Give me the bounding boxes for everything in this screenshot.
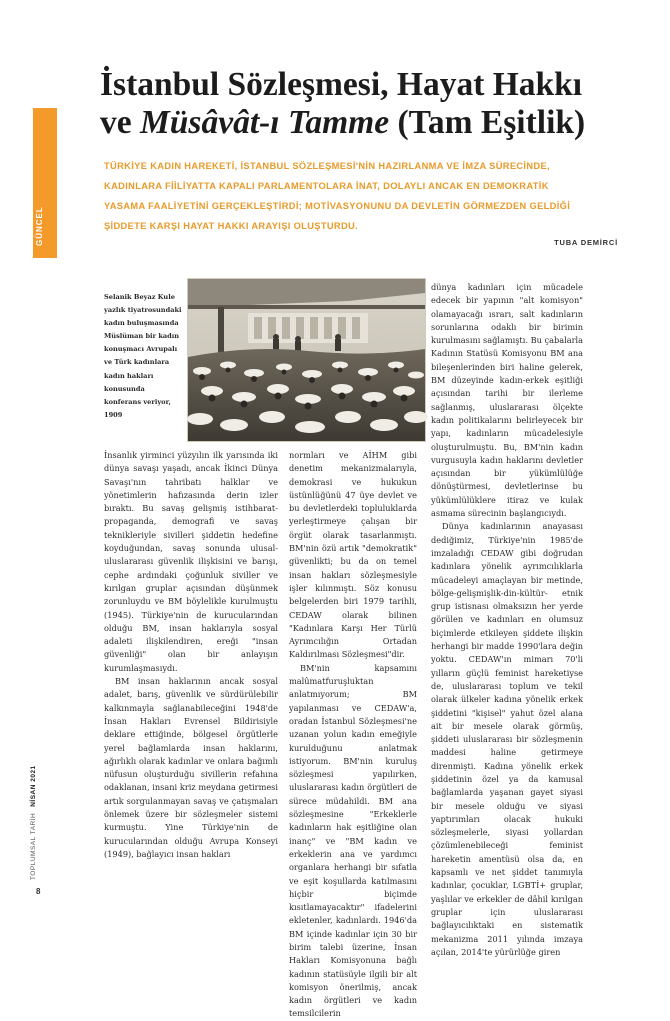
footer-magazine-issue bbox=[30, 765, 37, 880]
section-label: GÜNCEL bbox=[35, 206, 44, 246]
paragraph: BM insan haklarının ancak sosyal adalet, barış, güvenlik ve sürdürülebilir kalkınmayla sağlanabileceğini 1948'de İnsan Hakları Evrensel Bildirisiyle deklare ettiğinde, bölgesel örgütlerle yerel bağlamlarda insan haklarını, ağırlıklı olarak kadınlar ve onlara bağımlı nüfusun oluşturduğu sivillerin refahına odaklanan, insani kriz meydana getirmesi artık sorgulanmayan savaş ve çatışmaları önlemek üzere bir sözleşmeler sistemi kurmuştu. Yine Türkiye'nin de kurucularından olduğu Avrupa Konseyi (1949), bağlayıcı insan hakları bbox=[104, 676, 278, 859]
paragraph: dünya kadınları için mücadele edecek bir yapının "alt komisyon" olamayacağı ısrarı, salt kadınların sorunlarına odaklı bir birimin kurulmasını sağlamıştı. Bu çabalarla Kadının Statüsü Komisyonu BM ana bileşenlerinden biri haline gelerek, BM düzeyinde kadın-erkek eşitliği açısından tarihi bir ilerleme sağlanmış, uluslararası ölçekte kadın politikalarını belirleyecek bir yapı, kadınların mücadelesiyle oluşturulmuştu. Bu, BM'nin kadın vurgusuyla kadın haklarını devletler açısından bir yükümlülüğe dönüştürmesi, devletlerinse bu yükümlülüklere itiraz ve kulak asmama sürecinin başlangıcıydı. bbox=[431, 282, 583, 519]
paragraph: Dünya kadınlarının anayasası dediğimiz, Türkiye'nin 1985'de imzaladığı CEDAW gibi doğrudan kadınlara yönelik ayrımcılıklarla mücadeleyi amaçlayan bir metinde, bölge-gelişmişlik-din-kültür- etnik grup istisnası olmaksızın her yerde görülen ve kadınları en olumsuz biçimlerde etkileyen şiddete ilişkin herhangi bir madde 1990'lara değin yoktu. CEDAW'ın mimarı 70'li yılların güçlü feminist hareketiyse de, uluslararası toplum ve tekil olarak ülkeler kadına yönelik erkek şiddetini "kişisel" yahut özel alana ait bir mesele olarak görmüş, şiddeti uluslararası bir sözleşmenin maddesi haline getirmeye direnmişti. Kadına yönelik erkek şiddetinin özel ya da kamusal bağlamlarda yaşanan gayet siyasi bir mesele olduğu ve siyasi yaptırımları olacak hukuki sözleşmelerle, siyasi yollardan çözümlenebileceği feminist hareketin amentüsü olsa da, en kapsamlı ve net şiddet tanımıyla kadınlar, çocuklar, LGBTİ+ gruplar, yaşlılar ve erkekler de dâhil kırılgan gruplar için uluslararası bağlayıcılıktaki en sistematik mekanizma 2011 yılında imzaya açılan, 2014'te yürürlüğe giren bbox=[431, 521, 583, 957]
page-number: 8 bbox=[36, 887, 41, 896]
magazine-name: TOPLUMSAL TARİH bbox=[30, 812, 37, 880]
historical-photo bbox=[187, 278, 426, 442]
body-column-3 bbox=[431, 281, 583, 957]
title-ve: ve bbox=[100, 104, 140, 141]
crowd-photo-illustration bbox=[188, 279, 425, 441]
body-column-2 bbox=[289, 449, 417, 1019]
body-column-1 bbox=[104, 449, 278, 895]
photo-caption: Selanik Beyaz Kule yazlık tiyatrosundaki kadın buluşmasında Müslüman bir kadın konuşmacı Avrupalı ve Türk kadınlara kadın hakları konusunda konferans veriyor, 1909 bbox=[104, 293, 182, 419]
article-title bbox=[100, 66, 640, 142]
paragraph: BM'nin kapsamını malûmatfuruşluktan anlatmıyorum; BM yapılanması ve CEDAW'a, oradan İstanbul Sözleşmesi'ne uzanan yolun kadın emeğiyle kurulduğunu anlatmak istiyorum. BM'nin kuruluş sözleşmesi yapılırken, uluslararası kadın örgütleri de sürece müdahildi. BM ana sözleşmesine "Erkeklerle kadınların hak eşitliğine olan inanç" ve "BM kadın ve erkeklerin ana ve yardımcı organlara herhangi bir sıfatla ve eşit koşullarda katılmasını hiçbir biçimde kısıtlamayacaktır" ifadelerini ekletenler, kadınlardı. 1946'da BM içinde kadınlar için 30 bir birim talebi üzerine, İnsan Hakları Komisyonuna bağlı kadının statüsüyle ilgili bir alt komisyon önerilmiş, ancak kadın örgütleri ve kadın temsilcilerin bbox=[289, 662, 417, 1019]
title-end: (Tam Eşitlik) bbox=[389, 104, 586, 141]
title-line-1: İstanbul Sözleşmesi, Hayat Hakkı bbox=[100, 66, 583, 103]
author-name: TUBA DEMİRCİ bbox=[554, 238, 618, 247]
paragraph: İnsanlık yirminci yüzyılın ilk yarısında iki dünya savaşı yaşadı, ancak İkinci Dünya Savaşı'nın tahribatı halklar ve yönetimlerin hafızasında derin izler bıraktı. Bu savaş gelişmiş istihbarat-propaganda, demografi ve savaş teknikleriyle sivilleri şiddetin hedefine koyduğundan, savaş sonunda ulusal-uluslararası güvenlik ilişkisini ve barışı, cephe ardındaki çoğunluk siviller ve kırılgan gruplar açısından düşünmek zorunluydu ve BM böylelikle kurulmuştu (1945). Türkiye'nin de kurucularından olduğu BM, insan haklarıyla sosyal adaleti ilişkilendiren, ereği "insan güvenliği" olan bir anlayışın kurumlaşmasıydı. bbox=[104, 450, 278, 673]
lead-paragraph: TÜRKİYE KADIN HAREKETİ, İSTANBUL SÖZLEŞMESİ'NİN HAZIRLANMA VE İMZA SÜRECİNDE, KADINLARA FİİLİYATTA KAPALI PARLAMENTOLARA İNAT, DOLAYLI ANCAK EN DEMOKRATİK YASAMA FAALİYETİNİ GERÇEKLEŞTİRDİ; MOTİVASYONUNU DA DEVLETİN GÖRMEZDEN GELDİĞİ ŞİDDETE KARŞI HAYAT HAKKI ARAYIŞI OLUŞTURDU. bbox=[104, 161, 571, 231]
paragraph: normları ve AİHM gibi denetim mekanizmalarıyla, demokrasi ve hukukun üstünlüğünü 47 üye devlet ve bu devletlerdeki topluluklarda yerleştirmeye çalışan bir örgüt olarak tasarlanmıştı. BM'nin özü artık "demokratik" güvenlikti; bu da on temel insan hakları sözleşmesiyle işler kılınmıştı. Söz konusu belgelerden biri 1979 tarihli, CEDAW olarak bilinen "Kadınlara Karşı Her Türlü Ayrımcılığın Ortadan Kaldırılması Sözleşmesi"dir. bbox=[289, 450, 417, 660]
title-italic: Müsâvât-ı Tamme bbox=[140, 104, 390, 141]
section-tab bbox=[33, 108, 57, 258]
issue-date: NİSAN 2021 bbox=[30, 765, 37, 807]
